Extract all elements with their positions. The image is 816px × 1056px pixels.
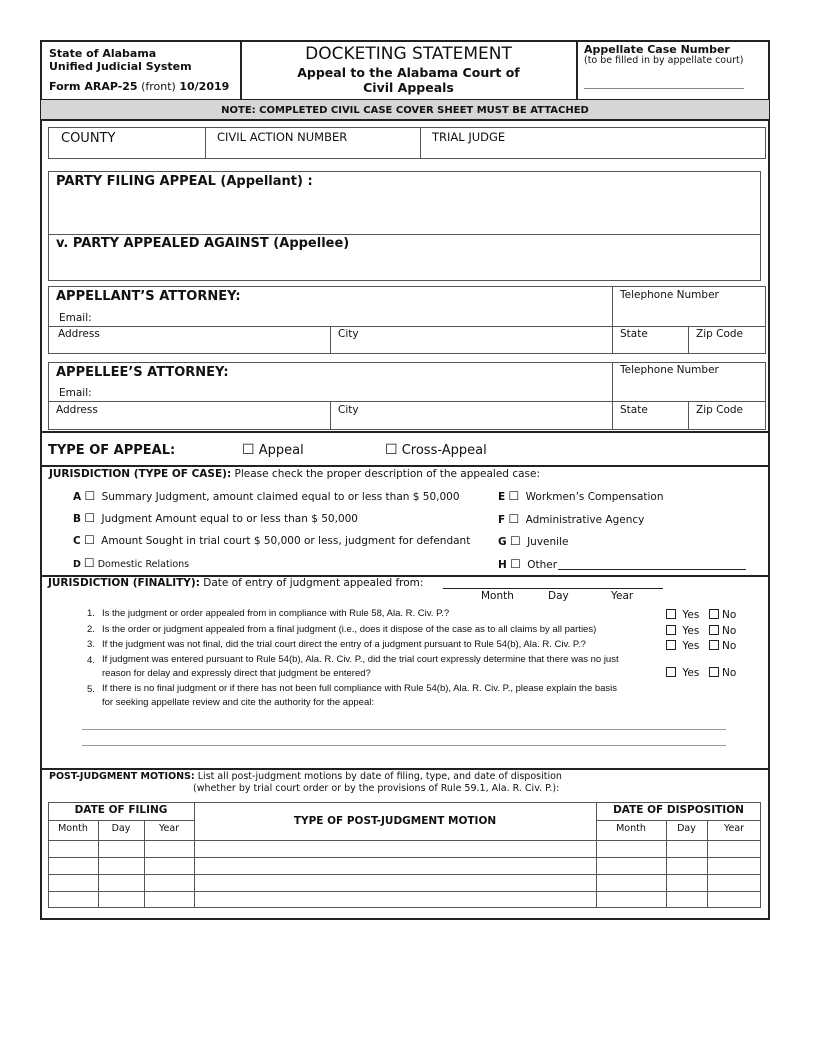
question-1-no-label: No [721,609,737,621]
date-of-disposition-header: DATE OF DISPOSITION [613,804,744,816]
post-judgment-top-line [40,768,770,770]
jurisdiction-option-f[interactable] [498,512,644,526]
option-a-letter: A [73,491,82,503]
table-row-line-3 [48,891,761,892]
finality-month-label: Month [481,590,514,602]
parties-divider [48,234,761,235]
jurisdiction-option-c[interactable] [73,533,470,547]
question-1-yes-label: Yes [682,609,700,621]
finality-heading [48,577,423,589]
question-3-number: 3. [87,639,95,650]
note-text: NOTE: COMPLETED CIVIL CASE COVER SHEET MUST BE ATTACHED [221,105,589,116]
header-divider-2 [576,40,578,100]
appellee-zip-divider [688,401,689,430]
type-appeal-top-line [40,431,770,433]
appellee-address-label[interactable]: Address [56,404,98,416]
form-label: Form ARAP-25 [49,80,138,93]
page-title: DOCKETING STATEMENT [305,44,512,64]
appellee-attorney-divider [48,401,766,402]
option-b-letter: B [73,513,82,525]
appellee-state-label[interactable]: State [620,404,648,416]
question-4-yes-label: Yes [682,667,700,679]
date-of-filing-header: DATE OF FILING [74,804,168,816]
org-line-1: State of Alabama [49,47,157,60]
case-info-divider-2 [420,127,421,159]
question-1-no-checkbox[interactable] [709,609,719,619]
appellee-city-label[interactable]: City [338,404,359,416]
option-g-letter: G [498,536,507,548]
option-h-text: Other [527,559,558,571]
appellant-zip-divider [688,326,689,354]
post-judgment-heading [49,771,562,782]
option-g-checkbox-icon[interactable]: ☐ [509,534,521,548]
question-5-number: 5. [87,684,95,695]
disposition-month-header: Month [616,823,646,834]
table-subheader-line-left [48,820,194,821]
finality-instruction: Date of entry of judgment appealed from: [203,577,424,589]
subtitle-line-2: Civil Appeals [363,80,454,95]
question-4-number: 4. [87,655,95,666]
question-1-text: Is the judgment or order appealed from in compliance with Rule 58, Ala. R. Civ. P.? [102,608,450,619]
judgment-date-input-line[interactable] [443,588,663,589]
type-appeal-bottom-line [40,465,770,467]
appeal-checkbox-icon[interactable]: ☐ [242,442,255,458]
form-front: (front) [141,80,176,93]
question-4-text-line-1: If judgment was entered pursuant to Rule 54(b), Ala. R. Civ. P., did the trial court expressly determine that there was no just [102,654,619,665]
question-4-yes-checkbox[interactable] [666,667,676,677]
question-2-no-label: No [721,625,737,637]
appellee-attorney-title[interactable]: APPELLEE’S ATTORNEY: [56,365,229,380]
motion-type-header: TYPE OF POST-JUDGMENT MOTION [293,815,497,827]
question-2-yes-checkbox[interactable] [666,625,676,635]
question-2-no-checkbox[interactable] [709,625,719,635]
question-3-no-checkbox[interactable] [709,640,719,650]
trial-judge-label[interactable]: TRIAL JUDGE [432,130,506,144]
option-f-letter: F [498,514,506,526]
cross-appeal-checkbox-icon[interactable]: ☐ [385,442,398,458]
appellant-party-label[interactable]: PARTY FILING APPEAL (Appellant) : [56,174,313,189]
table-row-line-2 [48,874,761,875]
question-1-number: 1. [87,608,95,619]
table-row-line-1 [48,857,761,858]
jurisdiction-option-b[interactable] [73,511,358,525]
jurisdiction-type-instruction: Please check the proper description of the appealed case: [234,468,540,480]
county-label[interactable]: COUNTY [61,131,116,146]
option-h-checkbox-icon[interactable]: ☐ [510,557,521,571]
cross-appeal-option[interactable] [385,442,487,458]
appellee-email-label[interactable]: Email: [59,387,92,399]
appellant-attorney-divider [48,326,766,327]
question-1-yes-checkbox[interactable] [666,609,676,619]
option-e-text: Workmen’s Compensation [525,491,664,503]
option-c-letter: C [73,535,81,547]
finality-day-label: Day [548,590,569,602]
appellee-zip-label[interactable]: Zip Code [696,404,743,416]
question-2-yes-label: Yes [682,625,700,637]
option-f-text: Administrative Agency [525,514,645,526]
filing-year-header: Year [158,823,180,834]
question-3-text: If the judgment was not final, did the trial court direct the entry of a judgment pursuant to Rule 54(b), Ala. R. Civ. P.? [102,639,586,650]
option-f-checkbox-icon[interactable]: ☐ [508,512,520,526]
question-3-yes-no [666,640,736,652]
jurisdiction-option-a[interactable] [73,489,460,503]
appeal-option-label: Appeal [258,443,304,458]
finality-year-label: Year [611,590,634,602]
appellant-address-label[interactable]: Address [58,328,100,340]
question-5-text-line-1: If there is no final judgment or if there has not been full compliance with Rule 54(b), Ala. R. Civ. P., please explain the basis [102,683,618,694]
question-3-yes-label: Yes [682,640,700,652]
question-2-yes-no [666,625,736,637]
filing-month-header: Month [58,823,88,834]
option-e-checkbox-icon[interactable]: ☐ [508,489,520,503]
question-3-yes-checkbox[interactable] [666,640,676,650]
jurisdiction-type-label: JURISDICTION (TYPE OF CASE): [49,468,232,480]
option-a-text: Summary Judgment, amount claimed equal to or less than $ 50,000 [101,491,460,503]
appellant-phone-divider [612,286,613,354]
jurisdiction-option-e[interactable] [498,489,664,503]
question-4-no-checkbox[interactable] [709,667,719,677]
form-date: 10/2019 [179,80,230,93]
table-col-line-4 [596,802,597,908]
case-number-note: (to be filled in by appellate court) [584,55,744,66]
option-d-checkbox-icon[interactable]: ☐ [83,556,95,570]
jurisdiction-option-h[interactable] [498,557,557,571]
civil-action-label[interactable]: CIVIL ACTION NUMBER [217,130,348,144]
post-judgment-label: POST-JUDGMENT MOTIONS: [49,771,195,782]
post-judgment-instruction-2: (whether by trial court order or by the provisions of Rule 59.1, Ala. R. Civ. P.): [193,783,560,794]
appellee-party-label[interactable]: v. PARTY APPEALED AGAINST (Appellee) [56,236,350,251]
question-1-yes-no [666,609,736,621]
question-4-yes-no [666,667,736,679]
option-a-checkbox-icon[interactable]: ☐ [84,489,96,503]
option-c-text: Amount Sought in trial court $ 50,000 or less, judgment for defendant [101,535,471,547]
option-g-text: Juvenile [527,536,569,548]
appellant-attorney-title[interactable]: APPELLANT’S ATTORNEY: [56,289,241,304]
option-h-letter: H [498,559,507,571]
table-subheader-line-right [596,820,761,821]
option-d-letter: D [73,559,81,570]
question-4-no-label: No [721,667,737,679]
filing-day-header: Day [111,823,131,834]
finality-label: JURISDICTION (FINALITY): [48,577,200,589]
table-header-bottom [48,840,761,841]
jurisdiction-type-heading [49,468,540,480]
appellee-city-divider [330,401,331,430]
jurisdiction-option-g[interactable] [498,534,568,548]
case-number-label: Appellate Case Number [584,43,730,56]
post-judgment-instruction: List all post-judgment motions by date of filing, type, and date of disposition [197,771,562,782]
appellant-city-divider [330,326,331,354]
appellant-zip-label[interactable]: Zip Code [696,328,743,340]
other-input-line[interactable] [558,569,746,570]
question-2-number: 2. [87,624,95,635]
option-c-checkbox-icon[interactable]: ☐ [84,533,95,547]
appellant-state-label[interactable]: State [620,328,648,340]
option-d-text: Domestic Relations [97,559,190,570]
question-3-no-label: No [721,640,737,652]
question-2-text: Is the order or judgment appealed from a final judgment (i.e., does it dispose of the case as to all claims by all parties) [102,624,597,635]
jurisdiction-option-d[interactable] [73,556,189,570]
question-5-text-line-2: for seeking appellate review and cite the authority for the appeal: [102,697,374,708]
case-info-divider-1 [205,127,206,159]
disposition-day-header: Day [677,823,696,834]
org-line-2: Unified Judicial System [49,60,192,73]
appellant-email-label[interactable]: Email: [59,312,92,324]
type-of-appeal-label: TYPE OF APPEAL: [48,443,176,458]
cross-appeal-option-label: Cross-Appeal [401,443,487,458]
option-e-letter: E [498,491,506,503]
option-b-checkbox-icon[interactable]: ☐ [84,511,96,525]
option-b-text: Judgment Amount equal to or less than $ 50,000 [101,513,358,525]
disposition-year-header: Year [723,823,745,834]
explanation-line-1[interactable] [82,729,726,730]
appellee-phone-divider [612,362,613,430]
case-number-field[interactable] [584,88,744,89]
explanation-line-2[interactable] [82,745,726,746]
question-4-text-line-2: reason for delay and expressly direct that judgment be entered? [102,668,371,679]
appellee-phone-label[interactable]: Telephone Number [620,364,719,376]
appellant-phone-label[interactable]: Telephone Number [620,289,719,301]
subtitle-line-1: Appeal to the Alabama Court of [297,65,520,80]
appeal-option[interactable] [242,442,304,458]
case-info-row [48,127,766,159]
appellant-city-label[interactable]: City [338,328,359,340]
form-id [49,80,229,93]
